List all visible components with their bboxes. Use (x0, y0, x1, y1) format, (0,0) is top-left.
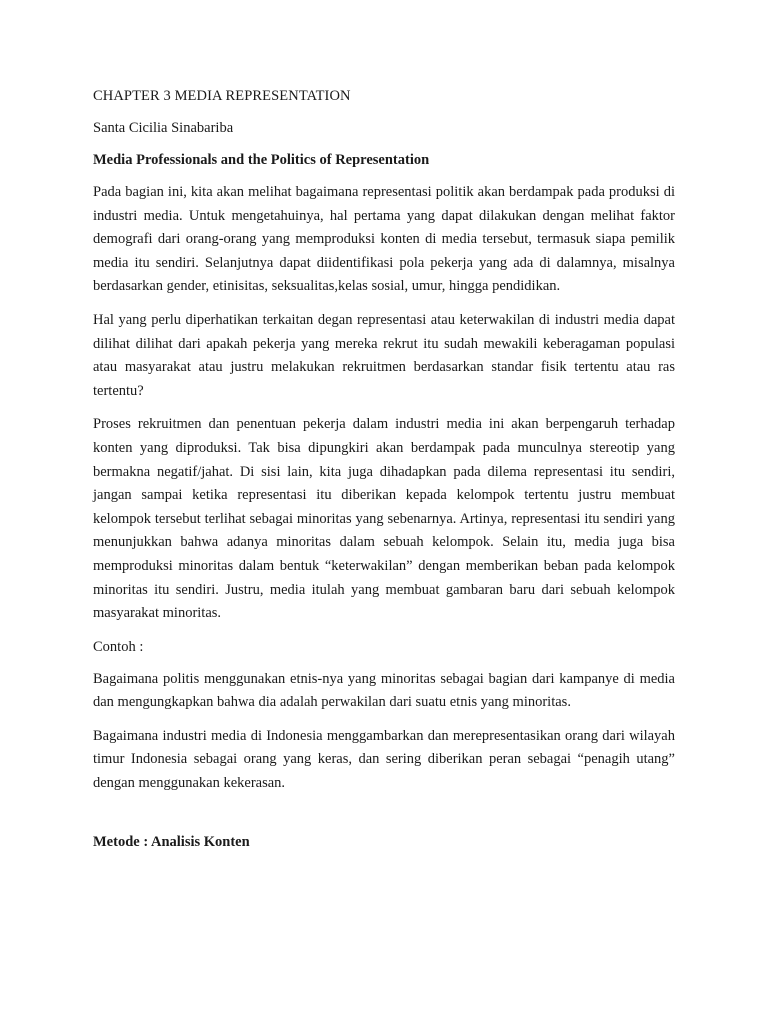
example-media-indonesia: Bagaimana industri media di Indonesia menggambarkan dan merepresentasikan orang dari wilayah timur Indonesia sebagai orang yang keras, dan sering diberikan peran sebagai “penagih utang” dengan menggunakan kekerasan. (93, 727, 675, 792)
document-page (93, 86, 675, 852)
paragraph-intro: Pada bagian ini, kita akan melihat bagaimana representasi politik akan berdampak pada produksi di industri media. Untuk mengetahuinya, hal pertama yang dapat dilakukan dengan melihat faktor demografi dari orang-orang yang memproduksi konten di media tersebut, termasuk siapa pemilik media itu sendiri. Selanjutnya dapat diidentifikasi pola pekerja yang ada di dalamnya, misalnya berdasarkan gender, etinisitas, seksualitas,kelas sosial, umur, hingga pendidikan. (93, 184, 675, 295)
example-label: Contoh : (93, 638, 144, 655)
chapter-title: CHAPTER 3 MEDIA REPRESENTATION (93, 88, 351, 104)
paragraph-recruitment-question: Hal yang perlu diperhatikan terkaitan degan representasi atau keterwakilan di industri media dapat dilihat dilihat dari apakah pekerja yang mereka rekrut itu sudah mewakili keberagaman populasi atau masyarakat atau justru melakukan rekruitmen berdasarkan standar fisik tertentu atau ras tertentu? (93, 311, 675, 399)
example-politics: Bagaimana politis menggunakan etnis-nya yang minoritas sebagai bagian dari kampanye di media dan mengungkapkan bahwa dia adalah perwakilan dari suatu etnis yang minoritas. (93, 670, 675, 711)
section-heading: Media Professionals and the Politics of Representation (93, 152, 430, 168)
author-name: Santa Cicilia Sinabariba (93, 120, 234, 136)
method-heading: Metode : Analisis Konten (93, 833, 250, 850)
paragraph-recruitment-process: Proses rekruitmen dan penentuan pekerja dalam industri media ini akan berpengaruh terhadap konten yang diproduksi. Tak bisa dipungkiri akan berdampak pada munculnya stereotip yang bermakna negatif/jahat. Di sisi lain, kita juga dihadapkan pada dilema representasi itu sendiri, jangan sampai ketika representasi itu diberikan kepada kelompok tertentu justru membuat kelompok tersebut terlihat sebagai minoritas yang sebenarnya. Artinya, representasi itu sendiri yang menunjukkan bahwa adanya minoritas dalam sebuah kelompok. Selain itu, media juga bisa memproduksi minoritas dalam bentuk “keterwakilan” dengan memberikan beban pada kelompok minoritas itu sendiri. Justru, media itulah yang membuat gambaran baru dari sebuah kelompok masyarakat minoritas. (93, 416, 675, 622)
